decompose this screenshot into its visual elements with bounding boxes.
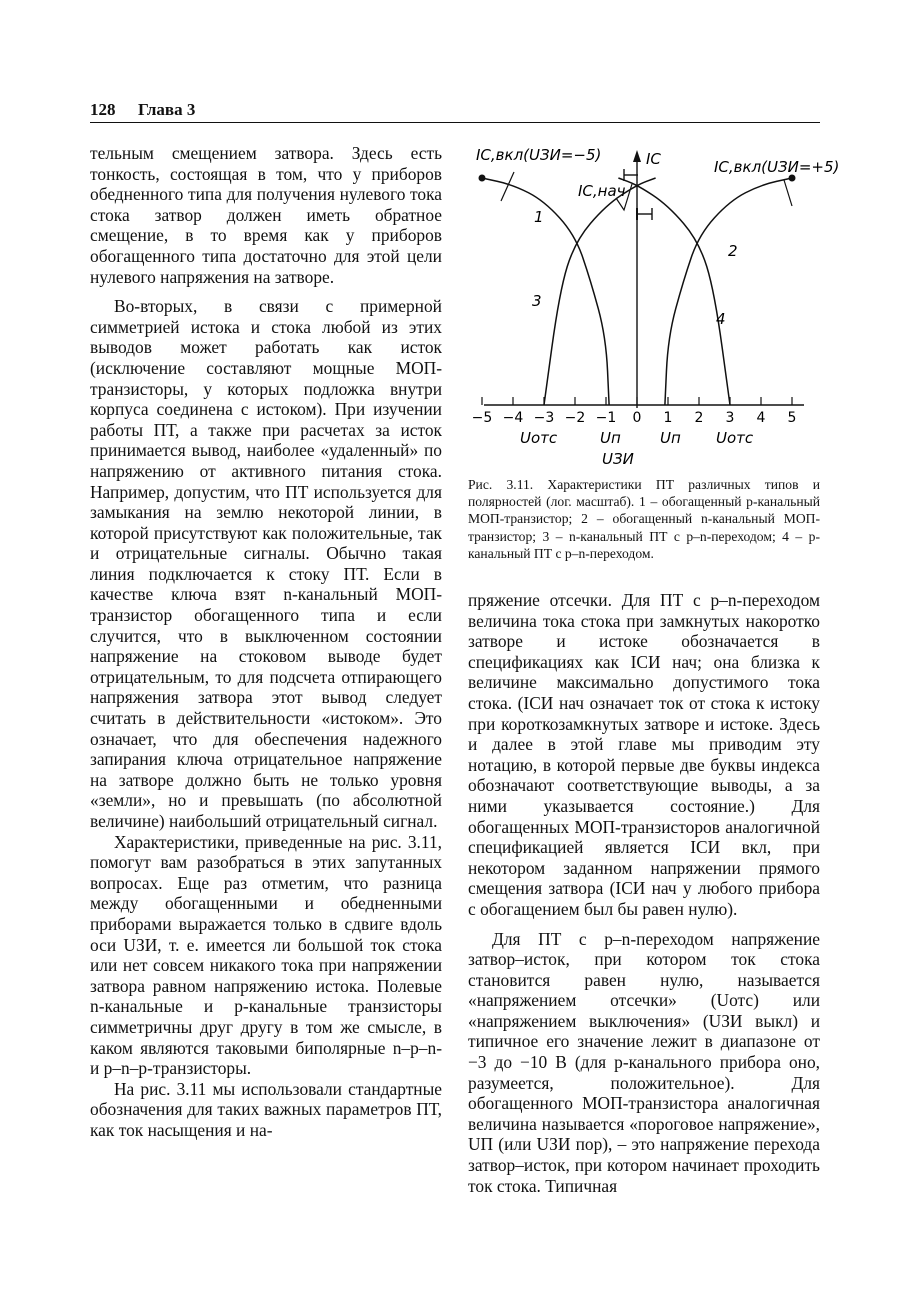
paragraph: На рис. 3.11 мы использовали стандартные обозначения для таких важных параметров ПТ, как ток насыщения и на- (90, 1078, 442, 1140)
page-header (90, 100, 820, 123)
paragraph: Для ПТ с p–n-переходом напряжение затвор–исток, при котором ток стока становится равен нулю, называется «напряжением отсечки» (Uотс) или «напряжением выключения» (UЗИ выкл) и типичное его значение лежит в диапазоне от −3 до −10 В (для p-канального прибора оно, разумеется, положительное). Для обогащенного МОП-транзистора аналогичная величина называется «пороговое напряжение», UП (или UЗИ пор), – это напряжение перехода затвор–исток, при котором начинает проходить ток стока. Типичная (468, 928, 820, 1196)
paragraph: Во-вторых, в связи с примерной симметрией истока и стока любой из этих выводов может работать как исток (исключение составляют мощные МОП-транзисторы, у которых подложка внутри корпуса соединена с истоком). При изучении работы ПТ, а также при расчетах за исток принимается вывод, наиболее «удаленный» по напряжению от активного питания стока. Например, допустим, что ПТ используется для замыкания на землю некоторой линии, в которой присутствуют как положительные, так и отрицательные сигналы. Обычно такая линия подключается к стоку ПТ. Если в качестве ключа взят n-канальный МОП-транзистор обогащенного типа и если случится, что в выключенном состоянии напряжение на стоковом выводе будет отрицательным, то для подсчета отпирающего напряжения затвора этот вывод следует считать в действительности «истоком». Это означает, что для обеспечения надежного запирания ключа отрицательное напряжение на затворе должно быть не только уровня «земли», но и превышать (по абсолютной величине) наибольший отрицательный сигнал. (90, 296, 442, 831)
curve-1 (482, 178, 609, 405)
x-tick-label: −1 (595, 410, 617, 426)
curve-label-4: 4 (716, 310, 726, 328)
fet-characteristics-chart (466, 138, 840, 468)
u-p-right-label: Uп (660, 429, 681, 447)
x-ticks (472, 397, 797, 426)
ic-label: IС (646, 150, 661, 168)
leader-ic-on-pos (784, 180, 792, 206)
x-tick-label: 2 (694, 410, 704, 426)
x-tick-label: −5 (471, 410, 493, 426)
y-axis-arrow (633, 150, 641, 162)
x-tick-label: 5 (787, 410, 797, 426)
left-text-column (90, 143, 442, 1141)
figure-caption: Рис. 3.11. Характеристики ПТ различных типов и полярностей (лог. масштаб). 1 – обогащенный p-канальный МОП-транзистор; 2 – обогащенный n-канальный МОП-транзистор; 3 – n-канальный ПТ с p–n-переходом; 4 – p-канальный ПТ с p–n-переходом. (468, 477, 820, 561)
ic-on-pos-label: IС,вкл(UЗИ=+5) (714, 158, 840, 176)
u-off-left-label: Uотс (520, 429, 558, 447)
right-text-column (468, 590, 820, 1196)
paragraph: пряжение отсечки. Для ПТ с p–n-переходом величина тока стока при замкнутых накоротко затворе и истоке обозначается в спецификациях как IСИ нач; она близка к величине максимально допустимого тока стока. (IСИ нач означает ток от стока к истоку при короткозамкнутых затворе и истоке. Здесь и далее в этой главе мы приводим эту нотацию, в которой первые две буквы индекса обозначают соответствующие выводы, а за ними указывается состояние.) Для обогащенных МОП-транзисторов аналогичной спецификацией является IСИ вкл, при некотором заданном напряжении прямого смещения затвора (IСИ нач у любого прибора с обогащением был бы равен нулю). (468, 590, 820, 919)
x-tick-label: 3 (725, 410, 735, 426)
paragraph: тельным смещением затвора. Здесь есть тонкость, состоящая в том, что у приборов обедненного типа для получения нулевого тока стока затвор должен иметь обратное смещение, в то время как у приборов обогащенного типа достаточно для этой цели нулевого напряжения на затворе. (90, 143, 442, 287)
curve-label-1: 1 (534, 208, 544, 226)
x-tick-label: −3 (533, 410, 555, 426)
curve-label-2: 2 (728, 242, 738, 260)
u-p-left-label: Uп (600, 429, 621, 447)
u-off-right-label: Uотс (716, 429, 754, 447)
u-gs-label: UЗИ (602, 450, 634, 468)
paragraph: Характеристики, приведенные на рис. 3.11, помогут вам разобраться в этих запутанных вопросах. Еще раз отметим, что разница между обогащенными и обедненными приборами выражается только в сдвиге вдоль оси UЗИ, т. е. имеется ли большой ток стока или нет совсем никакого тока при напряжении затвора равном напряжению истока. Полевые n-канальные и p-канальные транзисторы симметричны друг другу в том же смысле, в каком являются таковыми биполярные n–p–n- и p–n–p-транзисторы. (90, 831, 442, 1079)
x-tick-label: 1 (663, 410, 673, 426)
ic-on-neg-label: IС,вкл(UЗИ=−5) (476, 146, 602, 164)
curve-3 (544, 178, 656, 405)
curve-4 (618, 178, 730, 405)
chapter-title: Глава 3 (138, 100, 196, 119)
figure-3-11 (466, 138, 840, 468)
curve-label-3: 3 (532, 292, 542, 310)
x-tick-label: 0 (632, 410, 642, 426)
x-tick-label: 4 (756, 410, 766, 426)
x-tick-label: −2 (564, 410, 586, 426)
leader-ic-on-neg (501, 172, 514, 201)
x-tick-label: −4 (502, 410, 524, 426)
ic-start-label: IС,нач (578, 182, 626, 200)
ic-on-point (479, 175, 486, 182)
page-number: 128 (90, 100, 116, 119)
curve-2 (665, 178, 792, 405)
